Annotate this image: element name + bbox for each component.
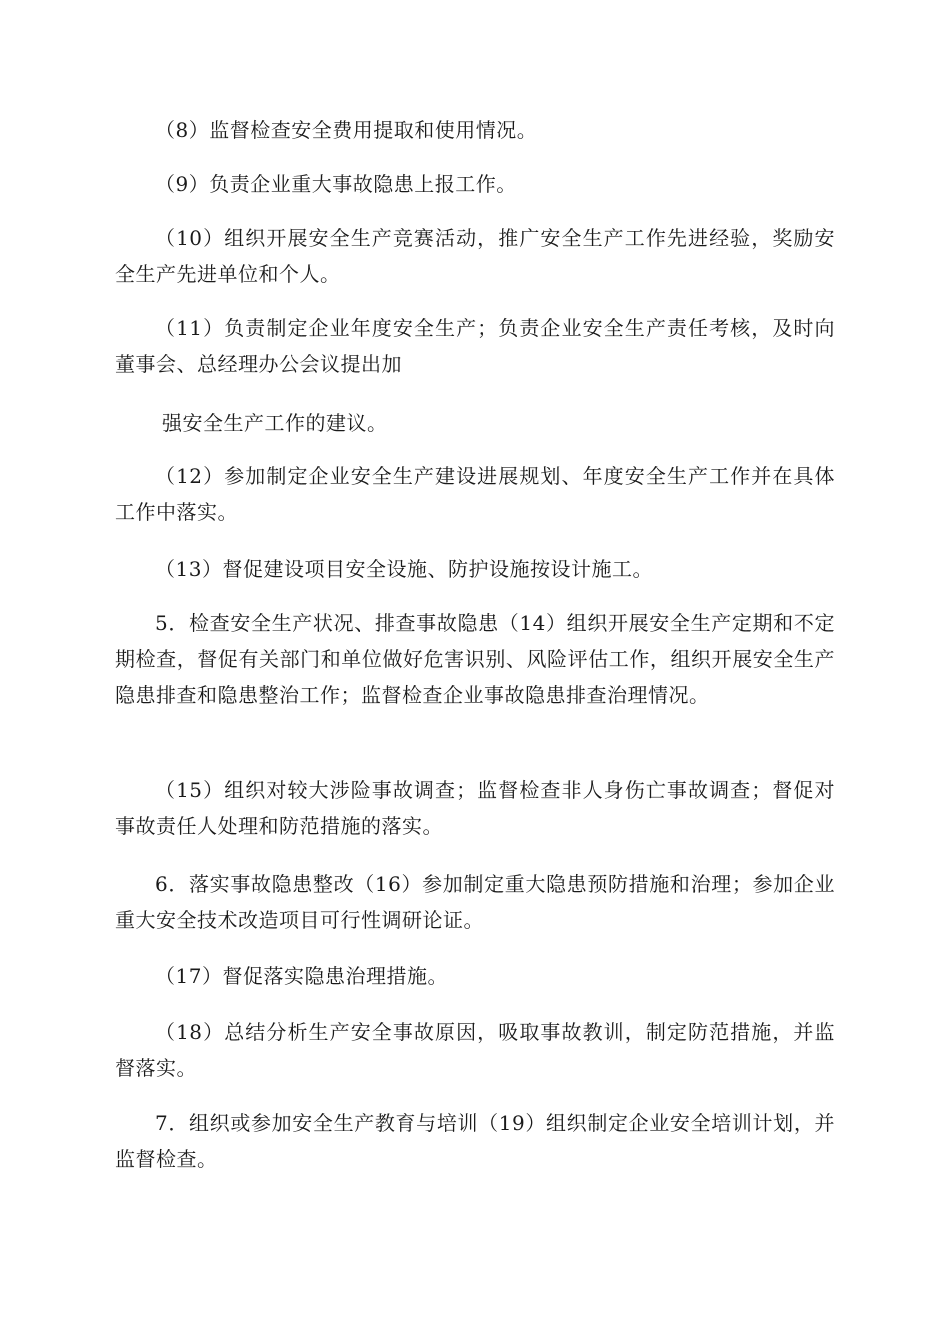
paragraph-item-13: （13）督促建设项目安全设施、防护设施按设计施工。 — [155, 557, 653, 581]
paragraph-item-11: （11）负责制定企业年度安全生产；负责企业安全生产责任考核，及时向董事会、总经理办公会议提出加 — [115, 316, 835, 376]
paragraph-item-11-continued: 强安全生产工作的建议。 — [162, 411, 388, 435]
paragraph-section-6: 6．落实事故隐患整改（16）参加制定重大隐患预防措施和治理；参加企业重大安全技术改造项目可行性调研论证。 — [115, 872, 835, 932]
paragraph-item-10: （10）组织开展安全生产竞赛活动，推广安全生产工作先进经验，奖励安全生产先进单位和个人。 — [115, 226, 835, 286]
paragraph-item-18: （18）总结分析生产安全事故原因，吸取事故教训，制定防范措施，并监督落实。 — [115, 1020, 835, 1080]
paragraph-section-5: 5．检查安全生产状况、排查事故隐患（14）组织开展安全生产定期和不定期检查，督促有关部门和单位做好危害识别、风险评估工作，组织开展安全生产隐患排查和隐患整治工作；监督检查企业事故隐患排查治理情况。 — [115, 611, 835, 707]
paragraph-item-8: （8）监督检查安全费用提取和使用情况。 — [155, 118, 538, 142]
paragraph-item-17: （17）督促落实隐患治理措施。 — [155, 964, 448, 988]
paragraph-item-9: （9）负责企业重大事故隐患上报工作。 — [155, 172, 517, 196]
paragraph-section-7: 7．组织或参加安全生产教育与培训（19）组织制定企业安全培训计划，并监督检查。 — [115, 1111, 835, 1171]
paragraph-item-15: （15）组织对较大涉险事故调查；监督检查非人身伤亡事故调查；督促对事故责任人处理和防范措施的落实。 — [115, 778, 835, 838]
paragraph-item-12: （12）参加制定企业安全生产建设进展规划、年度安全生产工作并在具体工作中落实。 — [115, 464, 835, 524]
